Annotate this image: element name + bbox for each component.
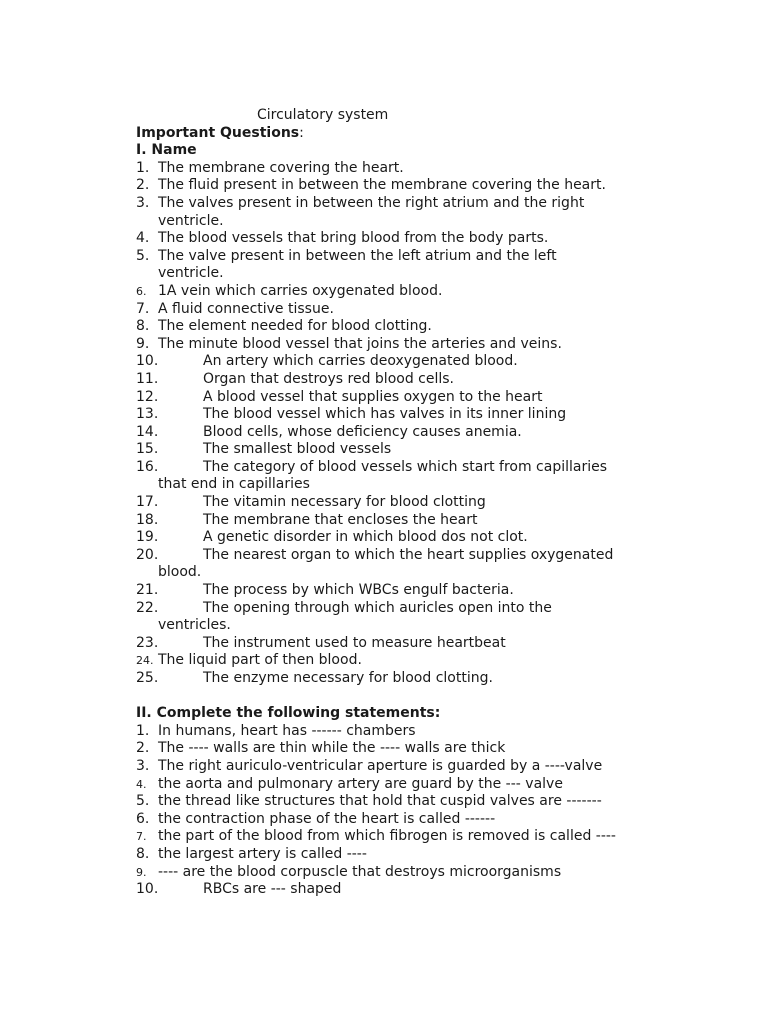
item-number: 4. bbox=[136, 230, 150, 247]
document-page bbox=[136, 107, 736, 899]
list-item bbox=[136, 459, 736, 477]
list-item bbox=[136, 512, 736, 530]
list-item bbox=[136, 582, 736, 600]
item-number: 15. bbox=[136, 441, 159, 458]
list-item bbox=[136, 406, 736, 424]
item-continuation: that end in capillaries bbox=[158, 476, 310, 493]
list-item bbox=[136, 635, 736, 653]
item-text: The blood vessels that bring blood from the body parts. bbox=[158, 230, 549, 247]
item-text: Organ that destroys red blood cells. bbox=[203, 370, 455, 387]
item-number: 20. bbox=[136, 546, 159, 563]
list-item bbox=[136, 353, 736, 371]
item-text: The smallest blood vessels bbox=[203, 441, 392, 458]
item-text: The category of blood vessels which start from capillaries bbox=[203, 458, 608, 475]
list-item bbox=[136, 811, 736, 829]
item-text: Blood cells, whose deficiency causes anemia. bbox=[203, 423, 522, 440]
list-item bbox=[136, 547, 736, 565]
list-item bbox=[136, 424, 736, 442]
item-text: The right auriculo-ventricular aperture is guarded by a ----valve bbox=[158, 757, 603, 774]
item-number: 10. bbox=[136, 881, 159, 898]
item-number: 19. bbox=[136, 529, 159, 546]
item-number: 5. bbox=[136, 793, 150, 810]
list-item bbox=[136, 846, 736, 864]
list-item bbox=[136, 283, 736, 301]
item-number: 2. bbox=[136, 740, 150, 757]
item-number: 4. bbox=[136, 777, 147, 791]
list-item bbox=[136, 371, 736, 389]
item-text: The valves present in between the right atrium and the right bbox=[158, 194, 585, 211]
section-1-heading: I. Name bbox=[136, 142, 197, 159]
list-item bbox=[136, 793, 736, 811]
item-number: 14. bbox=[136, 423, 159, 440]
section-1-list bbox=[136, 160, 736, 688]
item-text: The membrane covering the heart. bbox=[158, 159, 404, 176]
item-number: 12. bbox=[136, 388, 159, 405]
list-item bbox=[136, 864, 736, 882]
list-item bbox=[136, 600, 736, 618]
list-item bbox=[136, 230, 736, 248]
item-text: the thread like structures that hold that cuspid valves are ------- bbox=[158, 793, 602, 810]
list-item bbox=[136, 389, 736, 407]
list-item bbox=[136, 740, 736, 758]
list-item bbox=[136, 828, 736, 846]
item-text: The blood vessel which has valves in its inner lining bbox=[203, 406, 567, 423]
item-text: The valve present in between the left atrium and the left bbox=[158, 247, 557, 264]
item-number: 2. bbox=[136, 177, 150, 194]
item-text: In humans, heart has ------ chambers bbox=[158, 722, 416, 739]
item-text: the largest artery is called ---- bbox=[158, 845, 367, 862]
item-text: The opening through which auricles open into the bbox=[203, 599, 552, 616]
item-text: A fluid connective tissue. bbox=[158, 300, 334, 317]
important-questions-heading bbox=[136, 125, 736, 143]
item-text: A blood vessel that supplies oxygen to the heart bbox=[203, 388, 543, 405]
item-text: 1A vein which carries oxygenated blood. bbox=[158, 282, 443, 299]
item-text: the contraction phase of the heart is called ------ bbox=[158, 810, 496, 827]
list-item bbox=[136, 336, 736, 354]
item-text: The ---- walls are thin while the ---- walls are thick bbox=[158, 740, 506, 757]
item-number: 17. bbox=[136, 494, 159, 511]
section-2-list bbox=[136, 723, 736, 899]
item-text: The fluid present in between the membrane covering the heart. bbox=[158, 177, 606, 194]
list-item bbox=[136, 301, 736, 319]
list-item bbox=[136, 529, 736, 547]
important-questions-label: Important Questions bbox=[136, 124, 300, 141]
item-number: 6. bbox=[136, 284, 147, 298]
item-number: 8. bbox=[136, 318, 150, 335]
item-number: 10. bbox=[136, 353, 159, 370]
item-number: 21. bbox=[136, 582, 159, 599]
item-text: The membrane that encloses the heart bbox=[203, 511, 478, 528]
item-number: 6. bbox=[136, 810, 150, 827]
item-text: An artery which carries deoxygenated blood. bbox=[203, 353, 518, 370]
item-number: 1. bbox=[136, 722, 150, 739]
item-number: 18. bbox=[136, 511, 159, 528]
list-item bbox=[136, 652, 736, 670]
item-text: The element needed for blood clotting. bbox=[158, 318, 432, 335]
item-text: A genetic disorder in which blood dos not clot. bbox=[203, 529, 528, 546]
item-number: 23. bbox=[136, 634, 159, 651]
item-text: The liquid part of then blood. bbox=[158, 652, 362, 669]
item-text: RBCs are --- shaped bbox=[203, 881, 342, 898]
item-continuation: ventricle. bbox=[158, 265, 224, 282]
item-number: 8. bbox=[136, 845, 150, 862]
list-item bbox=[136, 723, 736, 741]
item-number: 1. bbox=[136, 159, 150, 176]
list-item bbox=[136, 881, 736, 899]
item-continuation: ventricle. bbox=[158, 212, 224, 229]
section-gap bbox=[136, 688, 736, 706]
list-item bbox=[136, 248, 736, 266]
item-number: 24. bbox=[136, 654, 154, 668]
item-number: 11. bbox=[136, 370, 159, 387]
item-number: 13. bbox=[136, 406, 159, 423]
item-text: The enzyme necessary for blood clotting. bbox=[203, 670, 493, 686]
item-number: 7. bbox=[136, 830, 147, 844]
item-continuation: ventricles. bbox=[158, 617, 231, 634]
document-title: Circulatory system bbox=[257, 107, 389, 123]
item-text: the aorta and pulmonary artery are guard by the --- valve bbox=[158, 775, 563, 792]
item-text: the part of the blood from which fibrogen is removed is called ---- bbox=[158, 828, 616, 845]
list-item bbox=[136, 441, 736, 459]
item-text: The instrument used to measure heartbeat bbox=[203, 634, 506, 651]
item-text: The nearest organ to which the heart supplies oxygenated bbox=[203, 546, 614, 563]
list-item bbox=[136, 670, 736, 688]
section-2-heading: II. Complete the following statements: bbox=[136, 705, 441, 722]
item-continuation: blood. bbox=[158, 564, 202, 581]
item-number: 9. bbox=[136, 335, 150, 352]
item-number: 7. bbox=[136, 300, 150, 317]
list-item bbox=[136, 177, 736, 195]
list-item bbox=[136, 195, 736, 213]
item-number: 5. bbox=[136, 247, 150, 264]
item-number: 3. bbox=[136, 757, 150, 774]
item-number: 16. bbox=[136, 458, 159, 475]
list-item bbox=[136, 776, 736, 794]
item-text: ---- are the blood corpuscle that destroys microorganisms bbox=[158, 863, 562, 880]
list-item bbox=[136, 758, 736, 776]
item-number: 25. bbox=[136, 670, 159, 686]
item-text: The vitamin necessary for blood clotting bbox=[203, 494, 486, 511]
list-item bbox=[136, 318, 736, 336]
list-item bbox=[136, 160, 736, 178]
item-number: 22. bbox=[136, 599, 159, 616]
list-item bbox=[136, 494, 736, 512]
item-number: 3. bbox=[136, 194, 150, 211]
item-number: 9. bbox=[136, 865, 147, 879]
item-text: The process by which WBCs engulf bacteria. bbox=[203, 582, 514, 599]
item-text: The minute blood vessel that joins the arteries and veins. bbox=[158, 335, 562, 352]
heading-colon: : bbox=[299, 124, 304, 141]
